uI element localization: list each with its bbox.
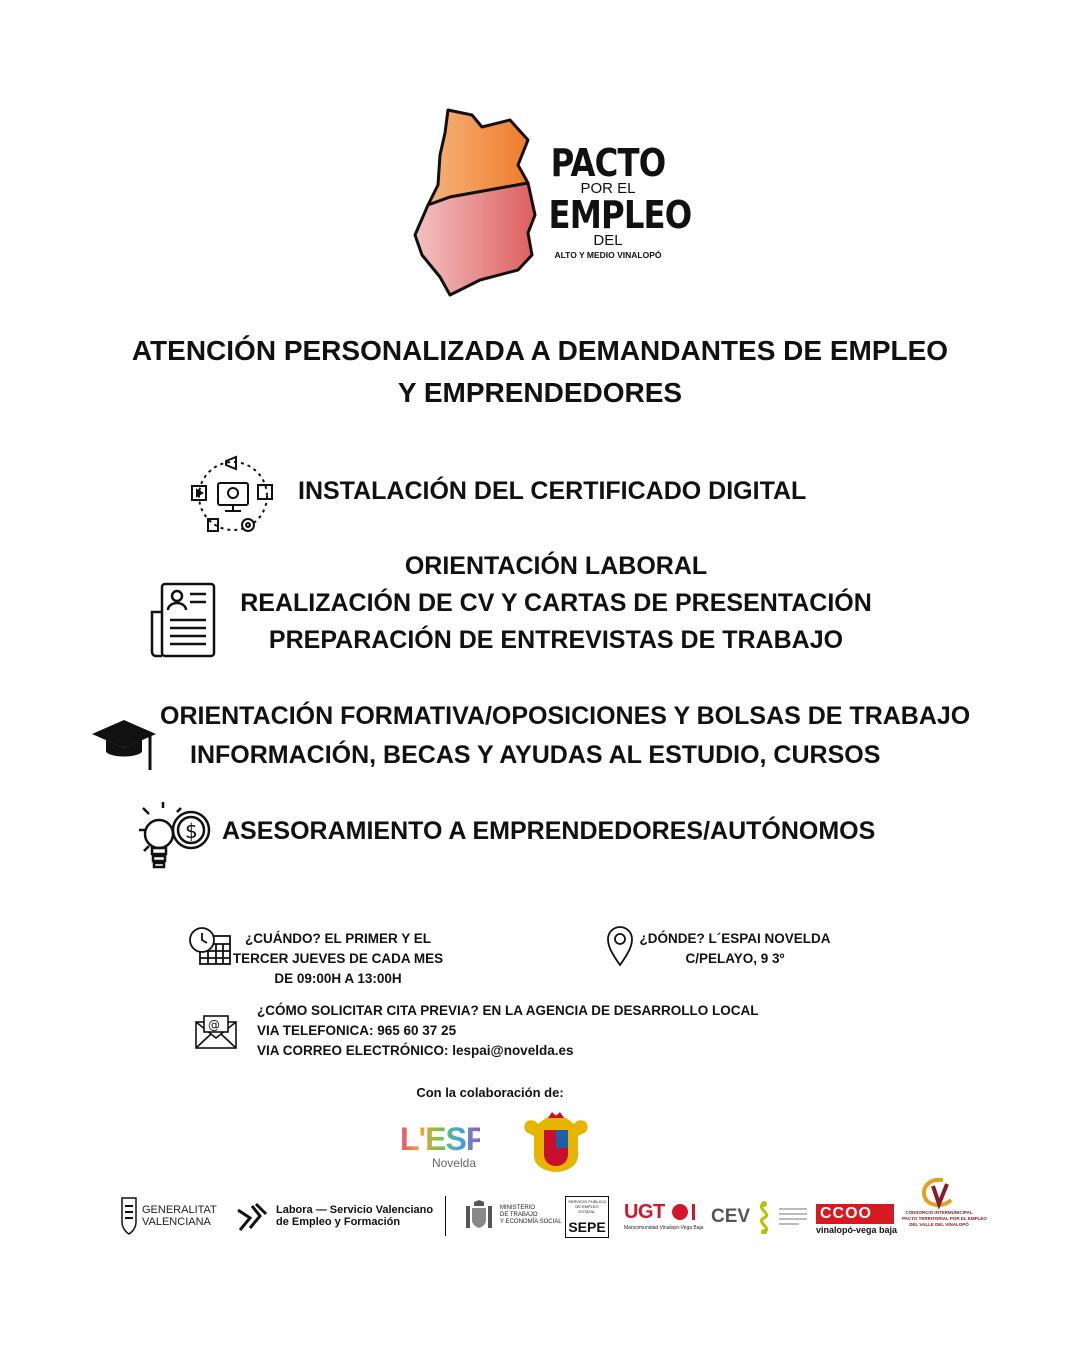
cita-line-2: VIA TELEFONICA: 965 60 37 25	[257, 1023, 457, 1038]
ugt-sub: Mancomunidad Vinalopó-Vega Baja	[624, 1225, 704, 1231]
svg-text:@: @	[208, 1018, 220, 1032]
consorcio-line-1: CONSORCIO INTERMUNICIPAL	[905, 1210, 973, 1215]
service-orientacion-1: ORIENTACIÓN LABORAL	[404, 552, 708, 580]
cuando-line-1: ¿CUÁNDO? EL PRIMER Y EL	[244, 931, 432, 946]
svg-text:$: $	[185, 819, 198, 843]
service-emprendedores: ASESORAMIENTO A EMPRENDEDORES/AUTÓNOMOS	[222, 817, 876, 845]
donde-line-1: ¿DÓNDE? L´ESPAI NOVELDA	[639, 931, 831, 946]
labora-line-2: de Empleo y Formación	[276, 1216, 401, 1228]
ccoo-logo	[816, 1204, 897, 1236]
service-formativa-2: INFORMACIÓN, BECAS Y AYUDAS AL ESTUDIO, CURSOS	[190, 741, 881, 769]
ministerio-line-1: MINISTERIO	[500, 1205, 536, 1211]
title-line-1: ATENCIÓN PERSONALIZADA A DEMANDANTES DE EMPLEO	[131, 335, 949, 366]
email-envelope-icon	[194, 1014, 238, 1050]
cuando-line-3: DE 09:00H A 13:00H	[274, 971, 402, 986]
title-line-2: Y EMPRENDEDORES	[397, 377, 683, 408]
lespai-wordmark: L'ESPAI	[400, 1121, 514, 1157]
cita-line-3: VIA CORREO ELECTRÓNICO: lespai@novelda.es	[257, 1043, 574, 1058]
cev-logo	[711, 1206, 750, 1228]
calendar-clock-icon	[188, 926, 232, 966]
ministerio-line-2: DE TRABAJO	[500, 1212, 538, 1218]
ccoo-sub: vinalopó-vega baja	[816, 1225, 898, 1235]
ugt-logo	[624, 1202, 703, 1232]
collab-title: Con la colaboración de:	[416, 1085, 564, 1100]
pacto-empleo-logo	[410, 105, 692, 300]
lespai-logo	[400, 1121, 514, 1172]
service-certificado: INSTALACIÓN DEL CERTIFICADO DIGITAL	[298, 477, 807, 505]
consorcio-line-3: DEL VALLE DEL VINALOPÓ	[909, 1222, 969, 1227]
logo-por-el: POR EL	[580, 180, 636, 197]
location-pin-icon	[606, 925, 634, 967]
spain-arms-icon	[464, 1200, 494, 1230]
ugt-bar-icon	[692, 1204, 695, 1220]
labora-line-1: Labora — Servicio Valenciano	[276, 1204, 434, 1216]
gva-line-2: VALENCIANA	[142, 1216, 211, 1228]
labora-mark-icon	[236, 1200, 268, 1232]
ministerio-line-3: Y ECONOMÍA SOCIAL	[500, 1219, 562, 1225]
graduation-cap-icon	[90, 712, 160, 774]
partners-divider	[445, 1196, 446, 1236]
logo-text	[538, 141, 692, 261]
gva-shield-icon	[120, 1196, 138, 1236]
logo-del: DEL	[593, 232, 623, 249]
page-title	[60, 330, 1020, 414]
cev-small-lines	[779, 1208, 807, 1225]
cuando-line-2: TERCER JUEVES DE CADA MES	[232, 951, 444, 966]
service-orientacion-2: REALIZACIÓN DE CV Y CARTAS DE PRESENTACIÓN	[240, 589, 872, 617]
idea-money-icon	[135, 800, 215, 878]
info-donde	[636, 929, 834, 969]
info-cuando	[228, 929, 448, 989]
lespai-sub: Novelda	[431, 1156, 476, 1170]
ugt-label: UGT	[624, 1201, 665, 1223]
sepe-label: SEPE	[568, 1219, 606, 1235]
cev-label: CEV	[711, 1206, 751, 1227]
cita-line-1: ¿CÓMO SOLICITAR CITA PREVIA? EN LA AGENCIA DE DESARROLLO LOCAL	[257, 1003, 759, 1018]
cev-mark-icon	[753, 1200, 775, 1234]
info-cita	[257, 1001, 759, 1061]
digital-marketing-icon	[190, 455, 276, 537]
map-shape-icon	[410, 105, 550, 300]
logo-region: ALTO Y MEDIO VINALOPÓ	[554, 250, 662, 260]
consorcio-logo	[902, 1176, 987, 1228]
service-formativa-1: ORIENTACIÓN FORMATIVA/OPOSICIONES Y BOLSAS DE TRABAJO	[160, 702, 971, 730]
sepe-small: SERVICIO PÚBLICO DE EMPLEO ESTATAL	[568, 1199, 606, 1214]
sepe-logo	[565, 1196, 609, 1238]
logo-pacto: PACTO	[550, 141, 666, 185]
consorcio-mark-icon	[919, 1176, 959, 1210]
donde-line-2: C/PELAYO, 9 3º	[685, 951, 785, 966]
novelda-coat-of-arms-icon	[518, 1112, 594, 1179]
ccoo-label: CCOO	[816, 1204, 894, 1224]
gva-line-1: GENERALITAT	[142, 1204, 217, 1216]
logo-empleo: EMPLEO	[548, 193, 692, 237]
consorcio-line-2: PACTO TERRITORIAL POR EL EMPLEO	[902, 1216, 987, 1221]
ugt-rose-icon	[672, 1204, 688, 1220]
service-orientacion-3: PREPARACIÓN DE ENTREVISTAS DE TRABAJO	[268, 626, 844, 654]
